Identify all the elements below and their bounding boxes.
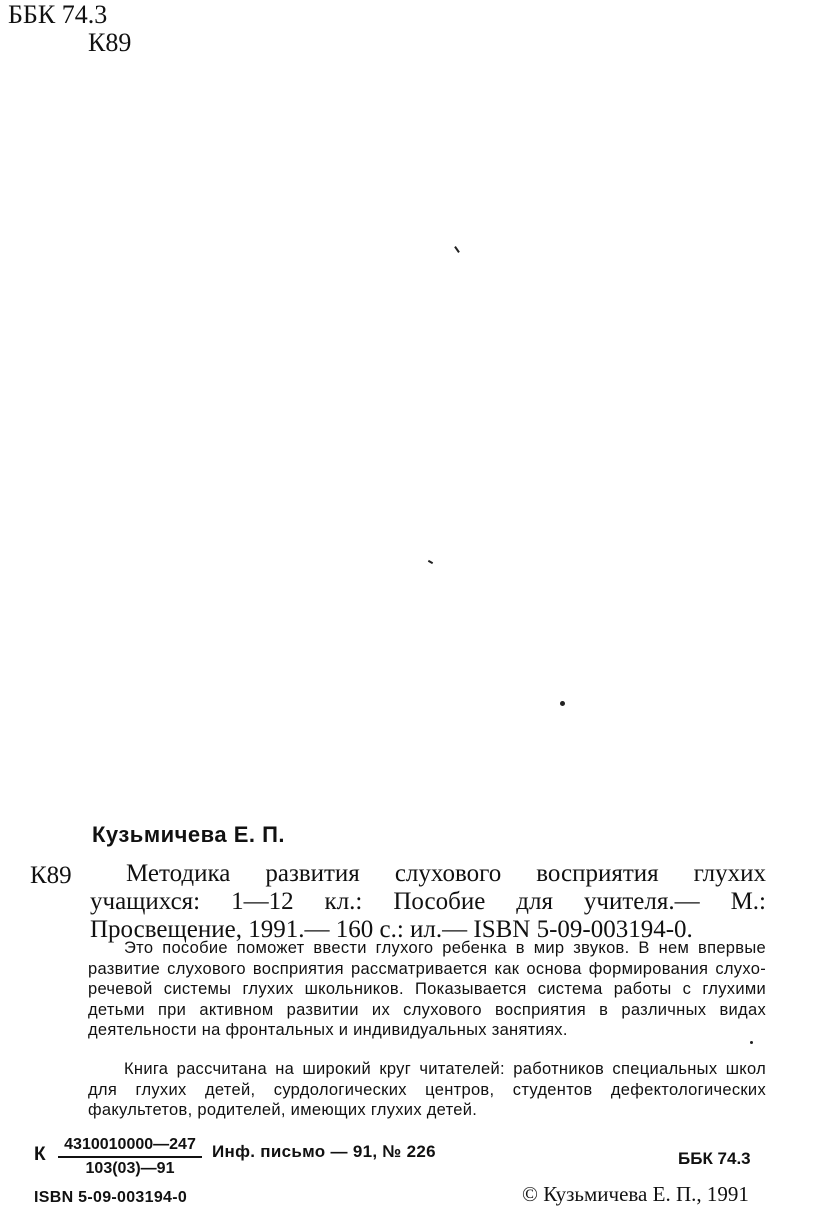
bibliographic-description: Методика развития слухового восприятия глухих учащихся: 1—12 кл.: Пособие для учителя.— М.: Просвещение, 1991.— 160 с.: ил.— ISBN 5-09-003194-0. <box>90 860 766 943</box>
cutter-number: К89 <box>30 862 72 889</box>
publication-index-fraction <box>58 1134 202 1180</box>
information-letter: Инф. письмо — 91, № 226 <box>212 1142 436 1161</box>
cutter-number-top: К89 <box>88 28 132 57</box>
scan-speck <box>750 1041 753 1044</box>
bbk-classification-top: ББК 74.3 <box>8 0 108 29</box>
scan-speck <box>454 246 460 253</box>
scan-speck <box>428 560 433 564</box>
annotation-paragraph-1: Это пособие поможет ввести глухого ребенка в мир звуков. В нем впервые развитие слухового восприятия рассматривается как основа формирования слухо-речевой системы глухих школьников. Показывается система работы с глухими детьми при активном развитии их слухового восприятия в различных видах деятельности на фронтальных и индивидуальных занятиях. <box>88 939 766 1039</box>
isbn: ISBN 5-09-003194-0 <box>34 1189 188 1206</box>
copyright-notice: © Кузьмичева Е. П., 1991 <box>522 1182 749 1206</box>
index-k-letter: К <box>34 1144 46 1165</box>
scan-speck <box>560 701 565 706</box>
annotation-paragraph-2: Книга рассчитана на широкий круг читателей: работников специальных школ для глухих детей, сурдологических центров, студентов дефектологических факультетов, родителей, имеющих глухих детей. <box>88 1060 766 1119</box>
index-numerator: 4310010000—247 <box>58 1134 202 1158</box>
bbk-classification-bottom: ББК 74.3 <box>678 1149 751 1168</box>
index-denominator: 103(03)—91 <box>85 1160 175 1177</box>
author-name: Кузьмичева Е. П. <box>92 822 286 847</box>
